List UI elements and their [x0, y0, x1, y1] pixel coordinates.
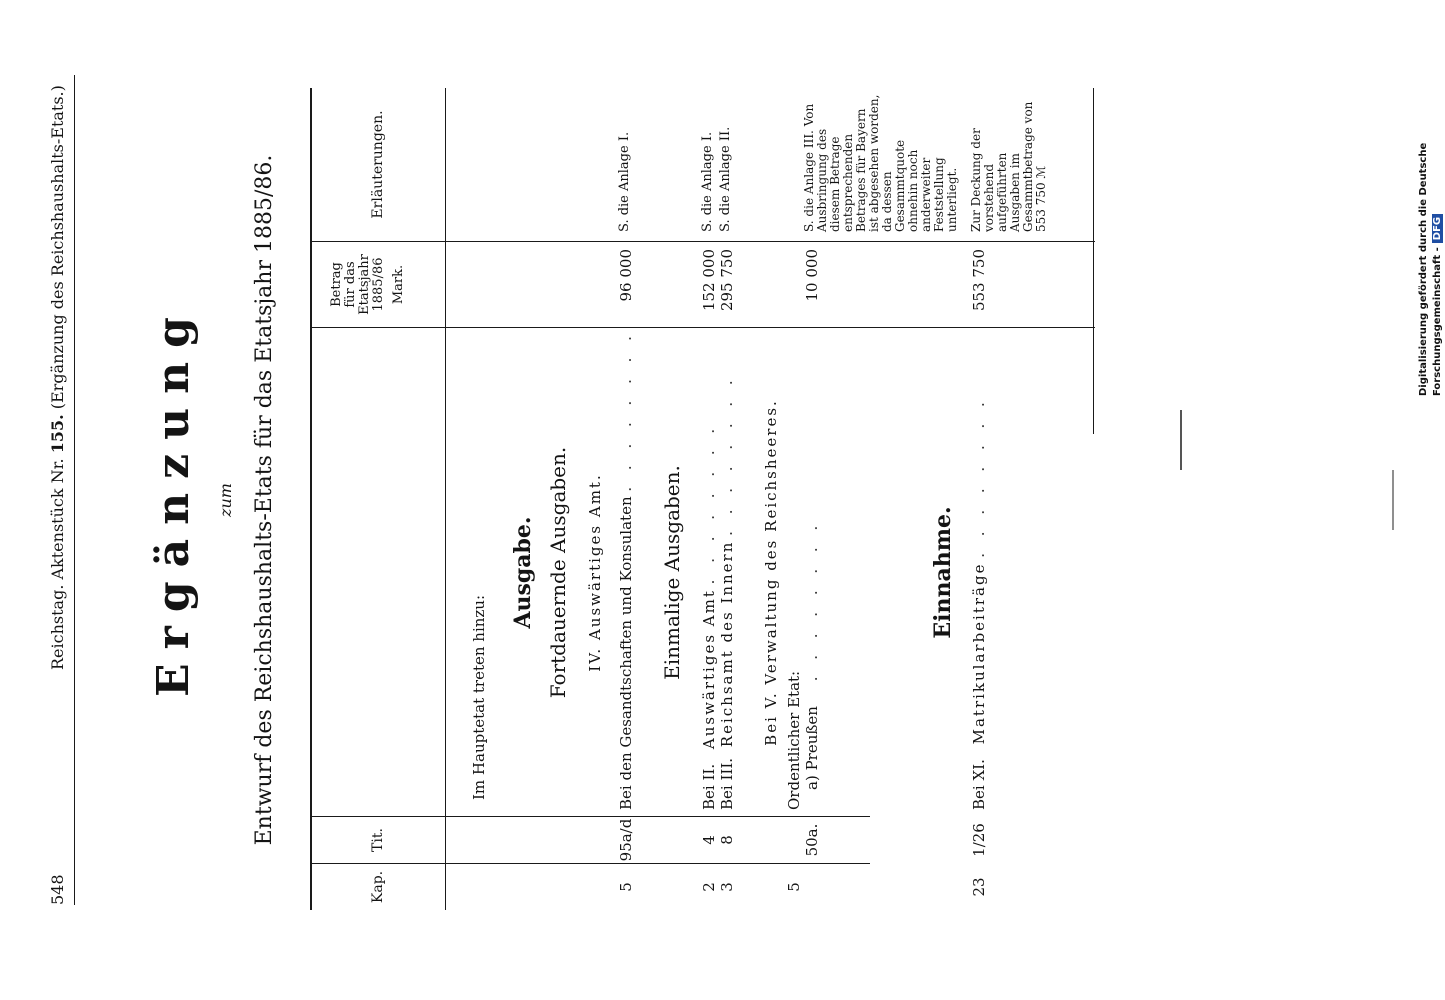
title-connector: zum	[216, 483, 235, 517]
row-3-text	[718, 374, 736, 810]
row-3-leader: . . . . . . . .	[718, 374, 736, 536]
row-1-tit: 95a/d	[617, 818, 635, 862]
row-1-kap: 5	[617, 882, 635, 892]
section-ausgabe: Ausgabe.	[510, 516, 536, 629]
row-2-text	[700, 423, 718, 810]
row-2-prefix: Bei II.	[700, 763, 718, 810]
row-1-description: Bei den Gesandtschaften und Konsulaten	[617, 496, 635, 810]
row-4-description: a) Preußen	[803, 706, 821, 790]
row-5-amount: 553 750	[970, 249, 988, 312]
scan-credit-text	[1417, 6, 1443, 396]
document-subtitle: Entwurf des Reichshaushalts-Etats für das Etatsjahr 1885/86.	[252, 154, 277, 846]
source-reference	[48, 85, 67, 670]
row-4-amount: 10 000	[803, 249, 821, 302]
row-5-tit: 1/26	[970, 823, 988, 857]
row-5-leader: . . . . . . . .	[970, 396, 988, 558]
stray-mark	[1180, 410, 1182, 470]
section-v-reichsheer: Bei V. Verwaltung des Reichsheeres.	[762, 399, 780, 746]
running-head	[48, 85, 70, 905]
amount-column-divider	[310, 241, 1095, 242]
row-3-prefix: Bei III.	[718, 757, 736, 810]
row-2-tit: 4	[700, 835, 718, 845]
source-suffix: (Ergänzung des Reichshaushalts-Etats.)	[48, 85, 67, 410]
row-2-leader: . . . . . . . .	[700, 422, 718, 585]
scan-credit-label: Digitalisierung gefördert durch die Deutsche Forschungsgemeinschaft -	[1418, 142, 1443, 396]
header-kap: Kap.	[370, 870, 386, 904]
row-4-text	[803, 520, 821, 790]
row-3-tit: 8	[718, 835, 736, 845]
row-4-leader: . . . . . . . .	[803, 519, 821, 682]
row-4-label: Ordentlicher Etat:	[785, 670, 803, 810]
row-3-note: S. die Anlage II.	[718, 126, 733, 232]
row-5-text	[970, 396, 988, 810]
row-5-prefix: Bei XI.	[970, 759, 988, 810]
row-1-note: S. die Anlage I.	[617, 131, 632, 232]
row-4-tit: 50a.	[803, 823, 821, 857]
row-5-note: Zur Deckung der vorstehend aufgeführten Ausgaben im Gesammtbetrage von 553 750 ℳ	[969, 101, 1048, 232]
row-4-note: S. die Anlage III. Von Ausbringung des diesem Betrage entsprechenden Betrages für Bayern ist abgesehen worden, da dessen Gesammtquote ohnehin noch anderweiter Feststellung unterliegt.	[802, 94, 959, 232]
row-5-kap: 23	[970, 877, 988, 897]
row-1-amount: 96 000	[617, 249, 635, 302]
header-amount-line-1: Betrag	[329, 262, 344, 307]
row-4-kap: 5	[785, 882, 803, 892]
row-2-amount: 152 000	[700, 249, 718, 312]
header-amount	[330, 242, 406, 327]
row-3-kap: 3	[718, 882, 736, 892]
header-amount-unit: Mark.	[391, 264, 406, 305]
intro-line: Im Hauptetat treten hinzu:	[470, 594, 488, 800]
source-number: 155.	[48, 414, 67, 454]
scan-credit	[1417, 6, 1443, 396]
section-iv-auswaertiges-amt: IV. Auswärtiges Amt.	[586, 473, 604, 672]
section-einnahme: Einnahme.	[930, 506, 956, 639]
row-3-description: Reichsamt des Innern	[718, 540, 736, 748]
header-amount-line-2: für das	[343, 261, 358, 308]
row-5-description: Matrikularbeiträge	[970, 562, 988, 745]
text-column-divider	[310, 327, 1095, 328]
head-rule	[74, 75, 75, 905]
row-3-amount: 295 750	[718, 249, 736, 312]
dfg-logo: DFG	[1432, 214, 1443, 243]
document-title: Ergänzung	[148, 303, 199, 697]
header-amount-line-4: 1885/86	[371, 257, 386, 312]
row-2-note: S. die Anlage I.	[700, 131, 715, 232]
header-amount-line-3: Etatsjahr	[357, 254, 372, 315]
page-number: 548	[48, 874, 67, 905]
scan-credit-dash	[1392, 470, 1394, 530]
section-einmalige-ausgaben: Einmalige Ausgaben.	[660, 465, 684, 680]
header-notes: Erläuterungen.	[370, 110, 386, 219]
source-prefix: Reichstag. Aktenstück Nr.	[48, 458, 67, 670]
table-bottom-rule	[1093, 88, 1094, 434]
row-2-description: Auswärtiges Amt	[700, 589, 718, 750]
row-1-leader: . . . . . . . .	[617, 330, 635, 492]
row-2-kap: 2	[700, 882, 718, 892]
header-tit: Tit.	[370, 828, 386, 852]
row-1-text	[617, 330, 635, 810]
table-header-rule	[445, 88, 446, 910]
section-fortdauernde-ausgaben: Fortdauernde Ausgaben.	[546, 446, 570, 699]
table-top-rule	[310, 88, 312, 910]
